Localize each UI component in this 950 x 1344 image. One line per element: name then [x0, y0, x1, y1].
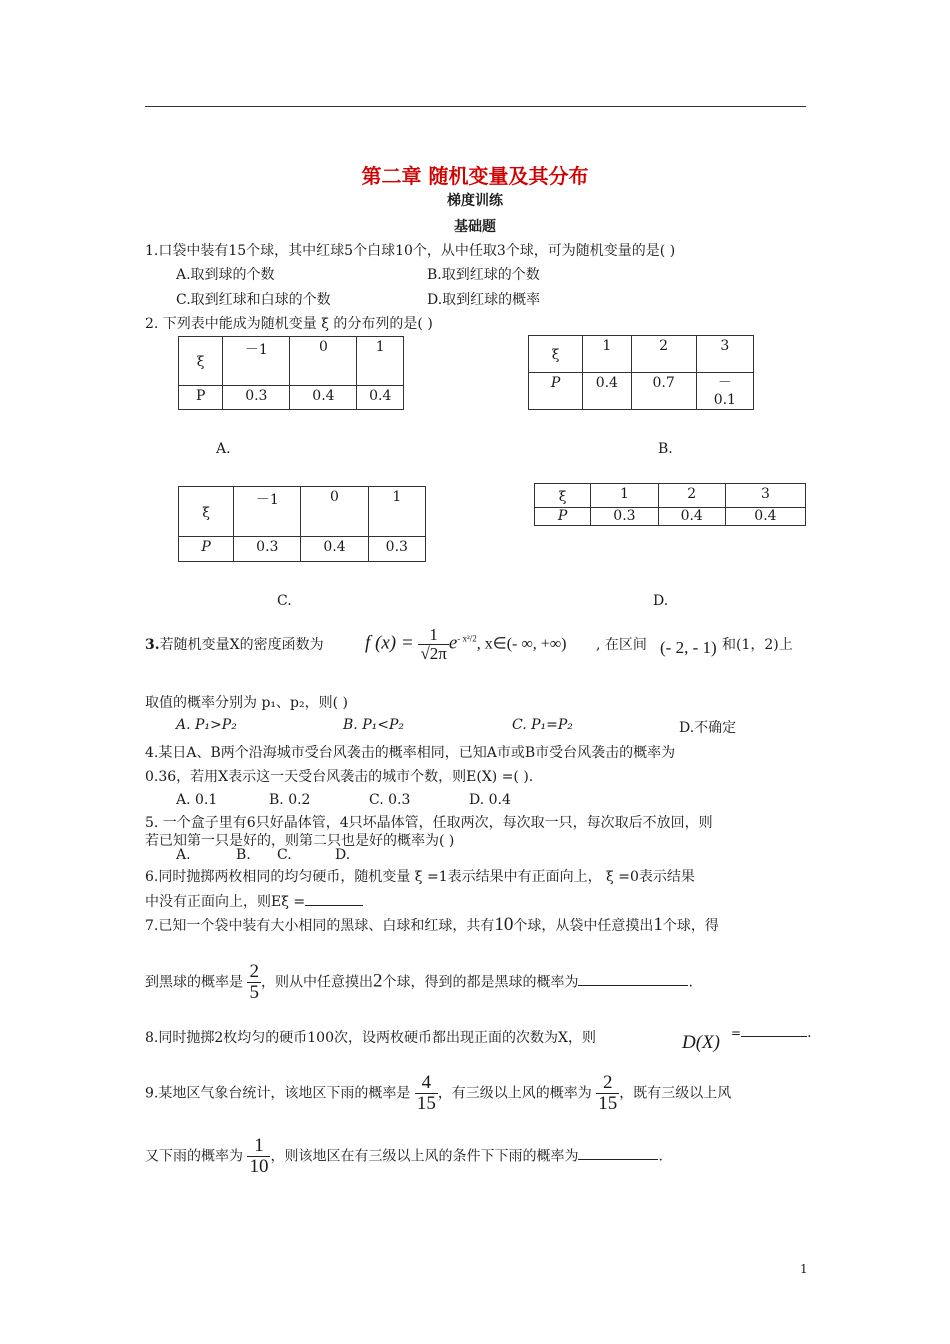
- q3-f-left: f (x) =: [365, 632, 414, 654]
- q5-option-a: A.: [176, 847, 191, 863]
- q8-line: 8.同时抛掷2枚均匀的硬币100次，设两枚硬币都出现正面的次数为X，则: [145, 1030, 596, 1046]
- q3-f-e: e: [448, 632, 458, 654]
- table-d-x3: 3: [725, 484, 805, 508]
- table-b-x2: 2: [631, 336, 696, 373]
- q7-fraction: [247, 962, 261, 1003]
- q9-frac3-den: 10: [249, 1155, 269, 1177]
- q4-line1: 4.某日A、B两个沿海城市受台风袭击的概率相同，已知A市或B市受台风袭击的概率为: [145, 745, 676, 761]
- q9-text-c: ，既有三级以上风: [619, 1085, 732, 1102]
- q7-text-e: ，则从中任意摸出: [260, 974, 373, 991]
- table-a-p1: 0.3: [223, 386, 290, 410]
- q5-line2: 若已知第一只是好的，则第二只也是好的概率为( ): [145, 833, 455, 849]
- q8-formula: [682, 1032, 720, 1054]
- table-d-x2: 2: [658, 484, 725, 508]
- table-c-x2: 0: [301, 487, 368, 537]
- q9-text-a: 9.某地区气象台统计，该地区下雨的概率是: [145, 1085, 411, 1102]
- q9-line1: [145, 1073, 731, 1114]
- table-c-p3: 0.3: [368, 537, 425, 562]
- q7-line1: [145, 914, 719, 936]
- q9-end: .: [658, 1148, 663, 1165]
- q7-n3: 2: [372, 970, 383, 992]
- q7-frac-den: 5: [249, 981, 259, 1003]
- q8-equals: =: [731, 1026, 742, 1040]
- q6-answer-blank[interactable]: [305, 905, 363, 906]
- table-b-label: B.: [658, 441, 673, 457]
- page-number: 1: [800, 1262, 808, 1276]
- q9-line2: [145, 1136, 663, 1177]
- q4-option-b: B. 0.2: [269, 792, 311, 808]
- table-a-xi: ξ: [179, 337, 223, 386]
- table-d-xi: ξ: [535, 484, 591, 508]
- q3-interval: (- 2, - 1): [660, 638, 717, 657]
- q9-text-b: ，有三级以上风的概率为: [437, 1085, 592, 1102]
- q4-option-c: C. 0.3: [369, 792, 411, 808]
- q7-end: .: [688, 974, 693, 991]
- table-c-label: C.: [277, 593, 292, 609]
- q9-frac2-num: 2: [596, 1073, 619, 1094]
- q3-f-domain: , x∈(- ∞, +∞): [476, 635, 567, 653]
- chapter-title: 第二章 随机变量及其分布: [361, 164, 589, 188]
- table-a-x3: 1: [357, 337, 404, 386]
- q8-dx: D(X): [682, 1032, 720, 1053]
- q8-answer: [731, 1025, 812, 1041]
- q7-line2: [145, 962, 693, 1003]
- q3-stem-a: 若随机变量X的密度函数为: [159, 637, 324, 653]
- q3-density-function: [365, 626, 567, 663]
- q8-answer-blank[interactable]: [741, 1036, 807, 1037]
- q3-f-exp: - x²/2: [457, 633, 477, 644]
- q7-text-a: 7.已知一个袋中装有大小相同的黑球、白球和红球，共有: [145, 918, 495, 934]
- q7-text-c: 个球，得: [662, 918, 719, 934]
- q1-option-c: C.取到红球和白球的个数: [176, 292, 331, 308]
- table-a-x2: 0: [290, 337, 357, 386]
- table-b-xi: ξ: [529, 336, 583, 373]
- q9-answer-blank[interactable]: [578, 1159, 658, 1160]
- table-c-p1: 0.3: [234, 537, 301, 562]
- table-c-x3: 1: [368, 487, 425, 537]
- table-b-p1: 0.4: [583, 373, 631, 410]
- q1-stem: 1.口袋中装有15个球，其中红球5个白球10个，从中任取3个球，可为随机变量的是( ): [145, 243, 676, 259]
- q3-stem-b: , 在区间: [596, 637, 647, 653]
- table-b-p3: [696, 373, 753, 410]
- table-a-p: P: [179, 386, 223, 410]
- q3-option-d: D.不确定: [679, 720, 737, 736]
- q1-option-a: A.取到球的个数: [176, 267, 275, 283]
- q7-n2: 1: [653, 914, 663, 935]
- table-b-p2: 0.7: [631, 373, 696, 410]
- q1-option-d: D.取到红球的概率: [427, 292, 541, 308]
- q3-option-b: B. P₁<P₂: [343, 717, 404, 733]
- table-d-p3: 0.4: [725, 508, 805, 526]
- table-d-x1: 1: [591, 484, 658, 508]
- q3-line1: [145, 634, 324, 654]
- q9-frac1: [415, 1073, 438, 1114]
- header-rule: [145, 106, 806, 107]
- q7-text-b: 个球，从袋中任意摸出: [513, 918, 654, 934]
- q8-end: .: [807, 1025, 812, 1041]
- q3-number: 3.: [145, 637, 160, 653]
- table-a-p3: 0.4: [357, 386, 404, 410]
- table-a: [178, 336, 404, 410]
- q4-option-d: D. 0.4: [469, 792, 511, 808]
- table-d-p: P: [535, 508, 591, 526]
- table-b: [528, 335, 754, 410]
- table-a-x1: －1: [223, 337, 290, 386]
- q3-stem-c: 和(1，2)上: [722, 637, 793, 653]
- table-c-p2: 0.4: [301, 537, 368, 562]
- table-b-p3-value: 0.1: [713, 392, 736, 408]
- q5-option-d: D.: [335, 847, 351, 863]
- subtitle: 梯度训练: [447, 193, 503, 209]
- q9-frac2: [596, 1073, 619, 1114]
- table-c-x1: －1: [234, 487, 301, 537]
- q3-f-den: √2π: [420, 643, 447, 663]
- q3-f-fraction: [418, 626, 448, 663]
- q5-line1: 5. 一个盒子里有6只好晶体管，4只坏晶体管，任取两次，每次取一只，每次取后不放回，则: [145, 815, 713, 831]
- table-d: [534, 483, 806, 526]
- q9-text-e: ，则该地区在有三级以上风的条件下下雨的概率为: [270, 1148, 579, 1165]
- table-d-p1: 0.3: [591, 508, 658, 526]
- table-d-label: D.: [653, 593, 669, 609]
- table-b-p: P: [529, 373, 583, 410]
- table-b-p3-sign: －: [717, 375, 732, 391]
- table-c-xi: ξ: [179, 487, 234, 537]
- table-b-x1: 1: [583, 336, 631, 373]
- q3-line2: 取值的概率分别为 p₁、p₂，则( ): [145, 695, 348, 711]
- table-b-x3: 3: [696, 336, 753, 373]
- q9-frac2-den: 15: [598, 1092, 618, 1114]
- q7-answer-blank[interactable]: [578, 985, 688, 986]
- table-a-p2: 0.4: [290, 386, 357, 410]
- q7-text-f: 个球，得到的都是黑球的概率为: [382, 974, 579, 991]
- q9-frac3: [247, 1136, 270, 1177]
- table-d-p2: 0.4: [658, 508, 725, 526]
- q6-line1: 6.同时抛掷两枚相同的均匀硬币，随机变量 ξ =1表示结果中有正面向上， ξ =0表示结果: [145, 869, 695, 885]
- q5-option-c: C.: [277, 847, 292, 863]
- q6-line2-text: 中没有正面向上，则Eξ =: [145, 894, 306, 910]
- q9-frac3-num: 1: [247, 1136, 270, 1157]
- q3-f-num: 1: [418, 626, 448, 645]
- table-c-p: P: [179, 537, 234, 562]
- q4-line2: 0.36，若用X表示这一天受台风袭击的城市个数，则E(X) =( ).: [145, 769, 534, 785]
- q7-frac-num: 2: [249, 961, 259, 982]
- q6-line2: [145, 891, 363, 911]
- table-c: [178, 486, 426, 562]
- section-title: 基础题: [454, 219, 496, 235]
- q3-option-c: C. P₁=P₂: [512, 717, 573, 733]
- q2-stem: 2. 下列表中能成为随机变量 ξ 的分布列的是( ): [145, 316, 433, 332]
- q5-option-b: B.: [236, 847, 251, 863]
- q1-option-b: B.取到红球的个数: [427, 267, 540, 283]
- q7-n1: 10: [494, 914, 514, 935]
- table-a-label: A.: [216, 441, 231, 457]
- q7-text-d: 到黑球的概率是: [145, 974, 243, 991]
- q3-option-a: A. P₁>P₂: [176, 717, 237, 733]
- q9-frac1-num: 4: [415, 1073, 438, 1094]
- q4-option-a: A. 0.1: [176, 792, 218, 808]
- q9-frac1-den: 15: [416, 1092, 436, 1114]
- q9-text-d: 又下雨的概率为: [145, 1148, 243, 1165]
